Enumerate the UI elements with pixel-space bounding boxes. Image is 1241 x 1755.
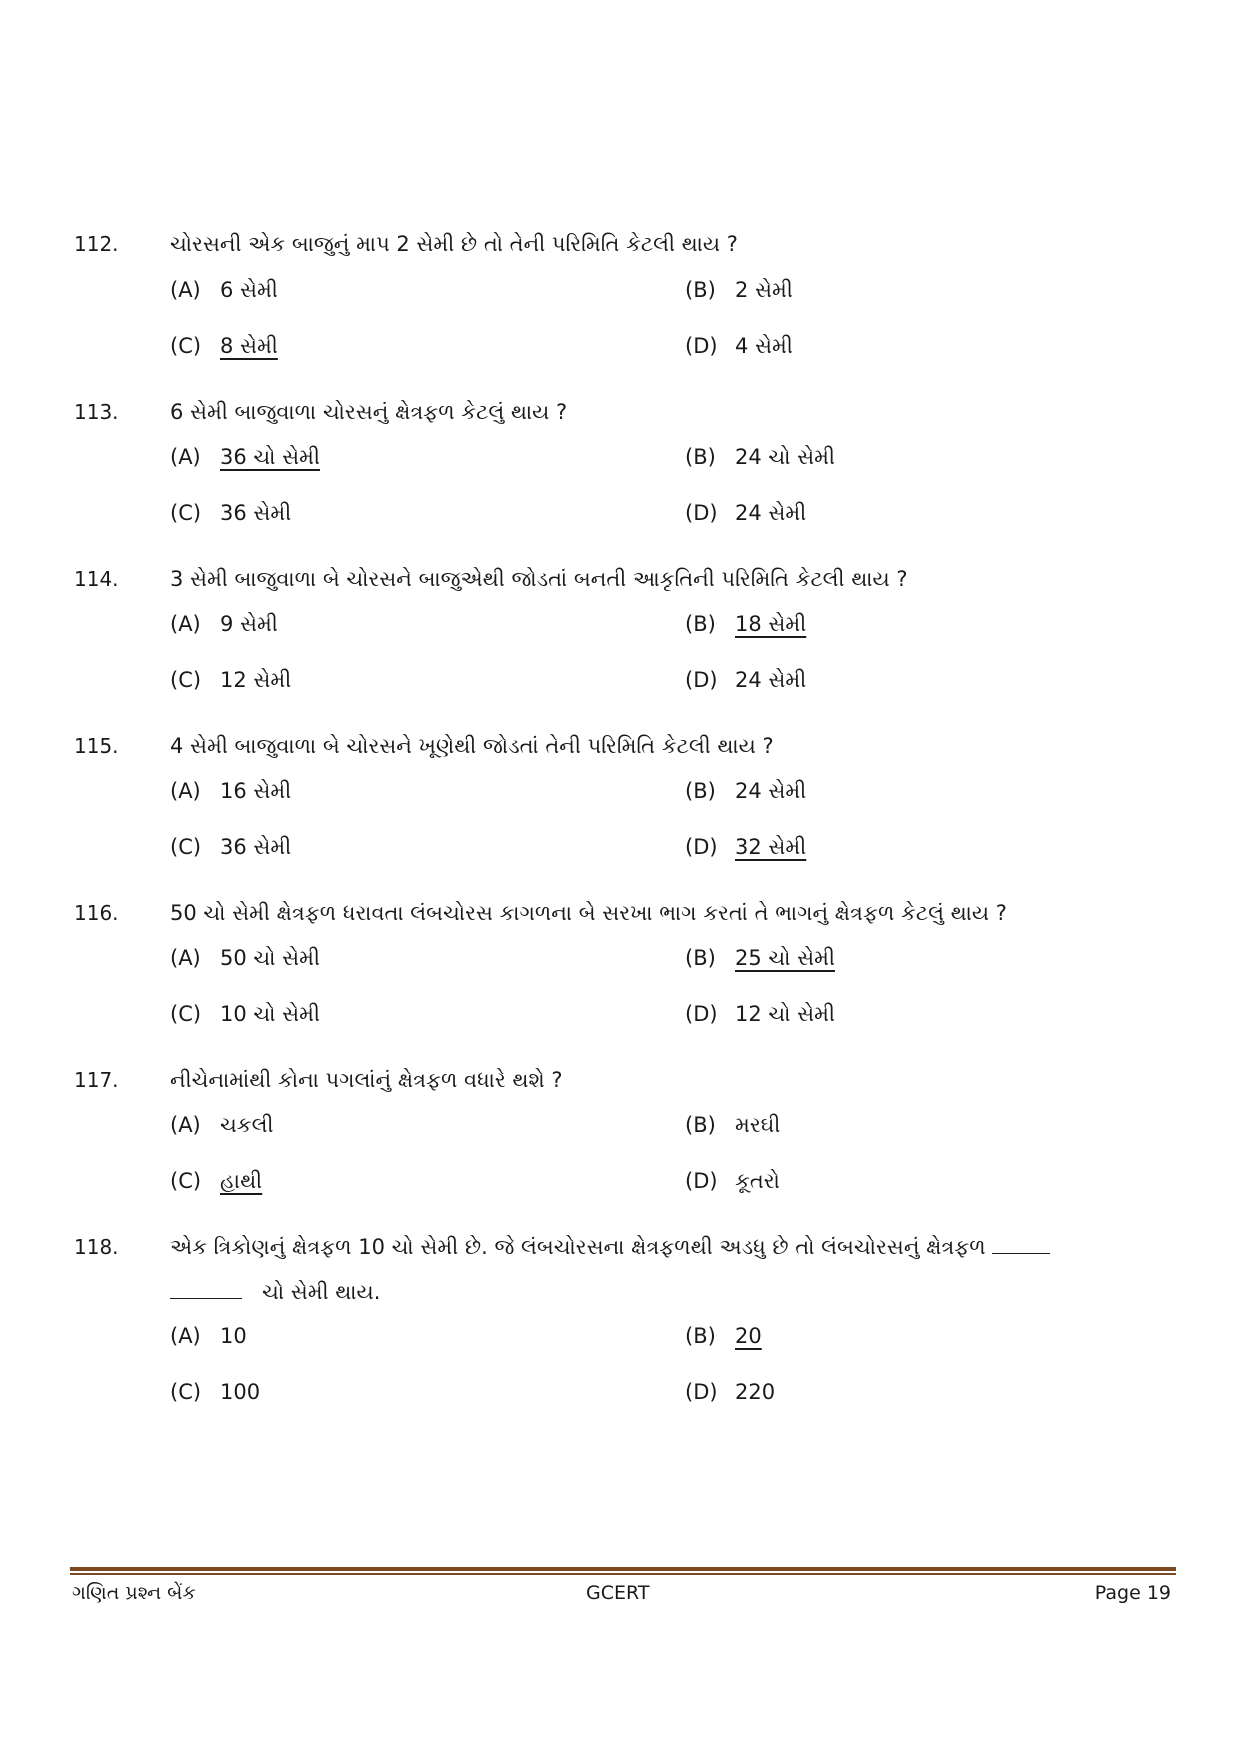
option-a: (A) 9 સેમી (170, 612, 278, 636)
question-text: ચોરસની એક બાજુનું માપ 2 સેમી છે તો તેની પરિમિતિ કેટલી થાય ? (170, 232, 738, 256)
option-a: (A) 10 (170, 1324, 247, 1348)
question-number: 112. (74, 232, 119, 256)
option-a: (A) 6 સેમી (170, 278, 278, 302)
option-b: (B) 24 સેમી (685, 779, 807, 803)
question-number: 116. (74, 901, 119, 925)
option-c: (C) 36 સેમી (170, 501, 292, 525)
question-text: 3 સેમી બાજુવાળા બે ચોરસને બાજુએથી જોડતાં બનતી આકૃતિની પરિમિતિ કેટલી થાય ? (170, 567, 908, 591)
option-b-correct: (B) 20 (685, 1324, 762, 1348)
question-number: 115. (74, 734, 119, 758)
question-text: 6 સેમી બાજુવાળા ચોરસનું ક્ષેત્રફળ કેટલું થાય ? (170, 400, 568, 424)
option-d: (D) કૂતરો (685, 1169, 780, 1193)
question-text: 50 ચો સેમી ક્ષેત્રફળ ધરાવતા લંબચોરસ કાગળના બે સરખા ભાગ કરતાં તે ભાગનું ક્ષેત્રફળ કેટલું થાય ? (170, 901, 1007, 925)
footer-rule (70, 1567, 1176, 1571)
option-d: (D) 24 સેમી (685, 668, 807, 692)
question-text: નીચેનામાંથી કોના પગલાંનું ક્ષેત્રફળ વધારે થશે ? (170, 1068, 563, 1092)
question-number: 114. (74, 567, 119, 591)
option-c-correct: (C) 8 સેમી (170, 334, 278, 358)
option-c: (C) 36 સેમી (170, 835, 292, 859)
option-c: (C) 12 સેમી (170, 668, 292, 692)
option-b-correct: (B) 18 સેમી (685, 612, 807, 636)
option-b: (B) મરઘી (685, 1113, 781, 1137)
question-text: એક ત્રિકોણનું ક્ષેત્રફળ 10 ચો સેમી છે. જે લંબચોરસના ક્ષેત્રફળથી અડધુ છે તો લંબચોરસનું ક્ષેત્રફળ (170, 1225, 1160, 1269)
option-a-correct: (A) 36 ચો સેમી (170, 445, 320, 469)
option-d: (D) 220 (685, 1380, 776, 1404)
page-number: Page 19 (1094, 1582, 1171, 1604)
footer-rule-thin (70, 1573, 1176, 1575)
answer-blank (170, 1297, 242, 1299)
footer-book-title: ગણિત પ્રશ્ન બેંક (72, 1582, 196, 1604)
option-b: (B) 2 સેમી (685, 278, 793, 302)
option-b: (B) 24 ચો સેમી (685, 445, 835, 469)
option-a: (A) ચકલી (170, 1113, 274, 1137)
question-text: 4 સેમી બાજુવાળા બે ચોરસને ખૂણેથી જોડતાં તેની પરિમિતિ કેટલી થાય ? (170, 734, 774, 758)
question-text-continued: ચો સેમી થાય. (170, 1270, 1130, 1314)
option-c-correct: (C) હાથી (170, 1169, 263, 1193)
option-c: (C) 100 (170, 1380, 261, 1404)
option-d: (D) 12 ચો સેમી (685, 1002, 835, 1026)
option-b-correct: (B) 25 ચો સેમી (685, 946, 835, 970)
footer-publisher: GCERT (586, 1582, 650, 1604)
option-c: (C) 10 ચો સેમી (170, 1002, 320, 1026)
question-number: 118. (74, 1235, 119, 1259)
answer-blank (992, 1252, 1050, 1254)
option-a: (A) 50 ચો સેમી (170, 946, 320, 970)
question-number: 117. (74, 1068, 119, 1092)
option-d: (D) 4 સેમી (685, 334, 793, 358)
question-number: 113. (74, 400, 119, 424)
option-d: (D) 24 સેમી (685, 501, 807, 525)
option-a: (A) 16 સેમી (170, 779, 292, 803)
option-d-correct: (D) 32 સેમી (685, 835, 807, 859)
